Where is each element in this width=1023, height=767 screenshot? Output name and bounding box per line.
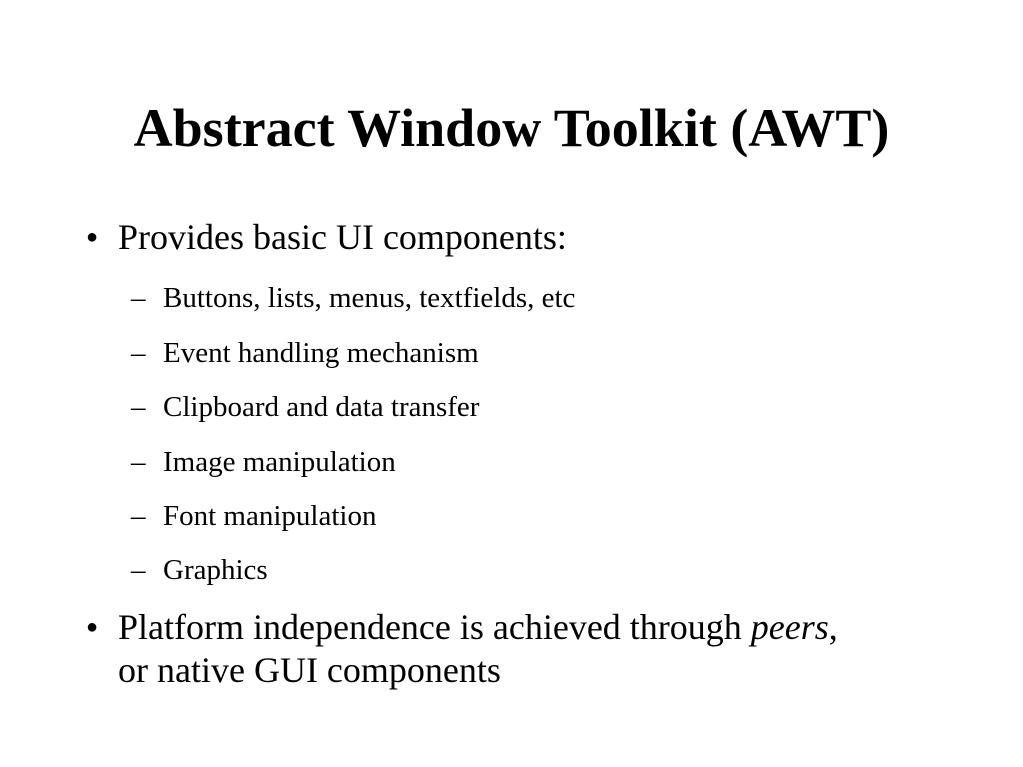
- sub-bullet-text: Buttons, lists, menus, textfields, etc: [163, 282, 576, 314]
- sub-bullet-text: Graphics: [163, 554, 268, 586]
- sub-bullet-text: Image manipulation: [163, 446, 396, 478]
- bullet-text-part: ,: [828, 607, 838, 647]
- bullet-text-part: Platform independence is achieved through: [118, 607, 751, 647]
- bullet-dot-icon: ●: [86, 226, 99, 248]
- bullet-item: [86, 606, 978, 692]
- bullet-emphasis: peers: [750, 607, 829, 647]
- sub-bullet-item: [131, 553, 943, 587]
- dash-icon: –: [131, 500, 146, 532]
- slide-title: Abstract Window Toolkit (AWT): [133, 98, 890, 158]
- dash-icon: –: [131, 282, 146, 314]
- bullet-dot-icon: ●: [86, 616, 99, 638]
- bullet-item: [86, 216, 978, 259]
- dash-icon: –: [131, 446, 146, 478]
- dash-icon: –: [131, 391, 146, 423]
- dash-icon: –: [131, 337, 146, 369]
- dash-icon: –: [131, 554, 146, 586]
- sub-bullet-item: [131, 336, 943, 370]
- sub-bullet-item: [131, 281, 943, 315]
- sub-bullet-item: [131, 499, 943, 533]
- sub-bullet-text: Clipboard and data transfer: [163, 391, 480, 423]
- sub-bullet-text: Event handling mechanism: [163, 337, 479, 369]
- bullet-text-line2: or native GUI components: [118, 650, 501, 690]
- sub-bullet-item: [131, 445, 943, 479]
- sub-bullet-item: [131, 390, 943, 424]
- sub-bullet-text: Font manipulation: [163, 500, 377, 532]
- bullet-text: Provides basic UI components:: [118, 217, 567, 257]
